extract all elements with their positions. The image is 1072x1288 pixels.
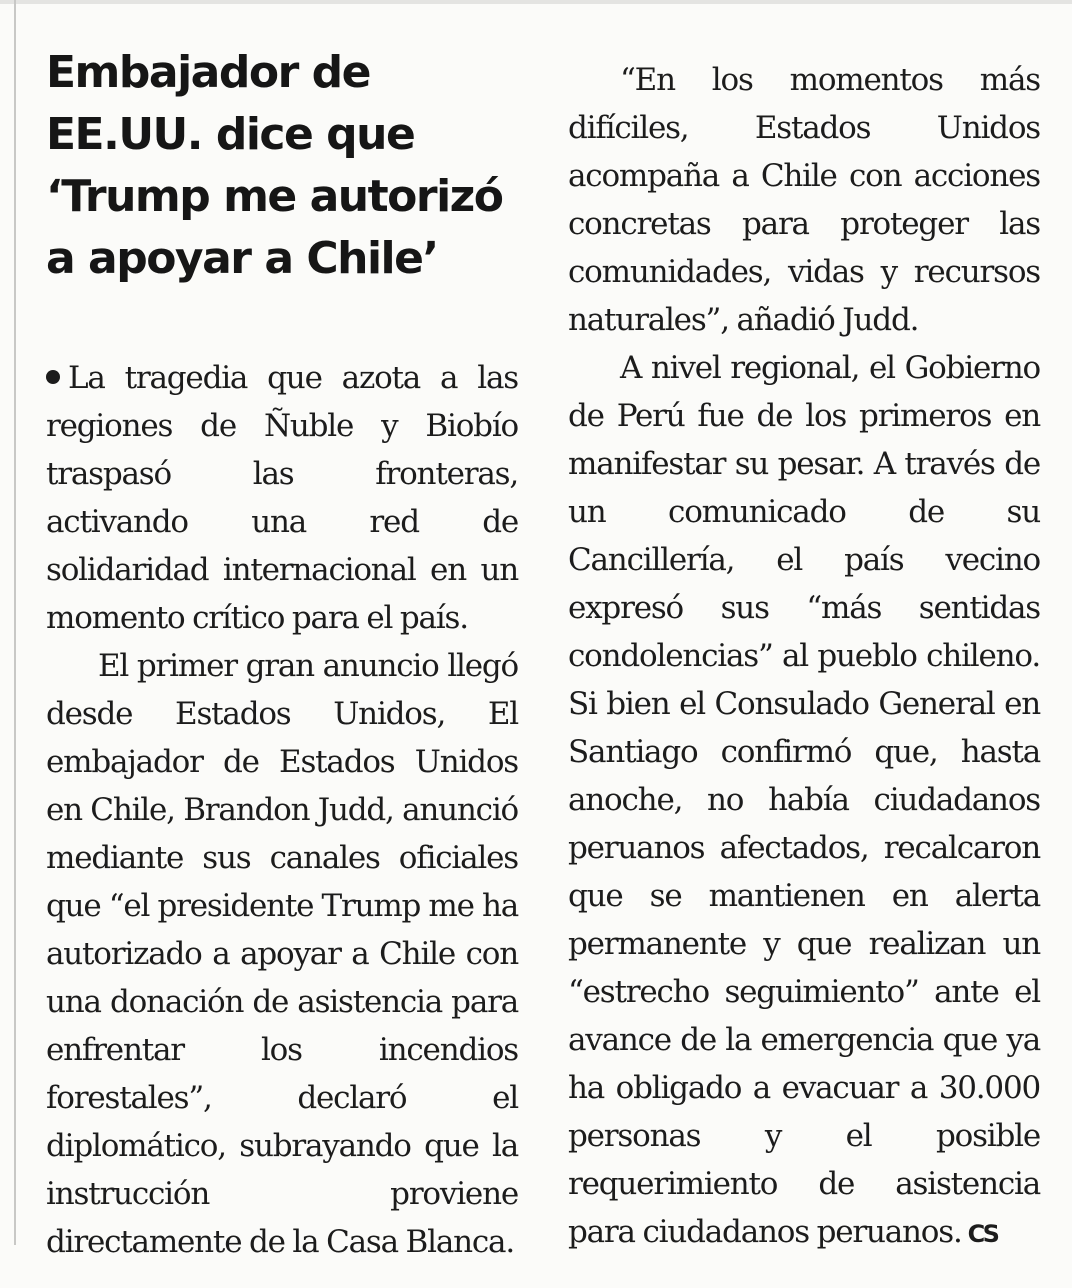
lead-paragraph [46, 354, 518, 642]
body-paragraph [568, 344, 1040, 1258]
quote-paragraph: “En los momentos más difíciles, Estados Unidos acompaña a Chile con acciones concretas para proteger las comunidades, vidas y recursos naturales”, añadió Judd. [568, 62, 1040, 338]
headline: Embajador de EE.UU. dice que ‘Trump me autorizó a apoyar a Chile’ [46, 47, 503, 284]
article-left-column [46, 42, 518, 1266]
paragraph-text: A nivel regional, el Gobierno de Perú fue de los primeros en manifestar su pesar. A través de un comunicado de su Cancillería, el país vecino expresó sus “más sentidas condolencias” al pueblo chileno. Si bien el Consulado General en Santiago confirmó que, hasta anoche, no había ciudadanos peruanos afectados, recalcaron que se mantienen en alerta permanente y que realizan un “estrecho seguimiento” ante el avance de la emergencia que ya ha obligado a evacuar a 30.000 personas y el posible requerimiento de asistencia para ciudadanos peruanos. [568, 350, 1040, 1250]
lead-text: La tragedia que azota a las regiones de Ñuble y Biobío traspasó las fronteras, activando una red de solidaridad internacional en un momento crítico para el país. [46, 360, 518, 636]
column-rule [14, 0, 16, 1245]
bullet-icon [46, 370, 60, 384]
top-rule [0, 0, 1072, 4]
end-mark-icon: CS [967, 1220, 997, 1248]
article-right-column [568, 56, 1040, 1258]
body-paragraph: El primer gran anuncio llegó desde Estados Unidos, El embajador de Estados Unidos en Chile, Brandon Judd, anunció mediante sus canales oficiales que “el presidente Trump me ha autorizado a apoyar a Chile con una donación de asistencia para enfrentar los incendios forestales”, declaró el diplomático, subrayando que la instrucción proviene directamente de la Casa Blanca. [46, 648, 518, 1260]
